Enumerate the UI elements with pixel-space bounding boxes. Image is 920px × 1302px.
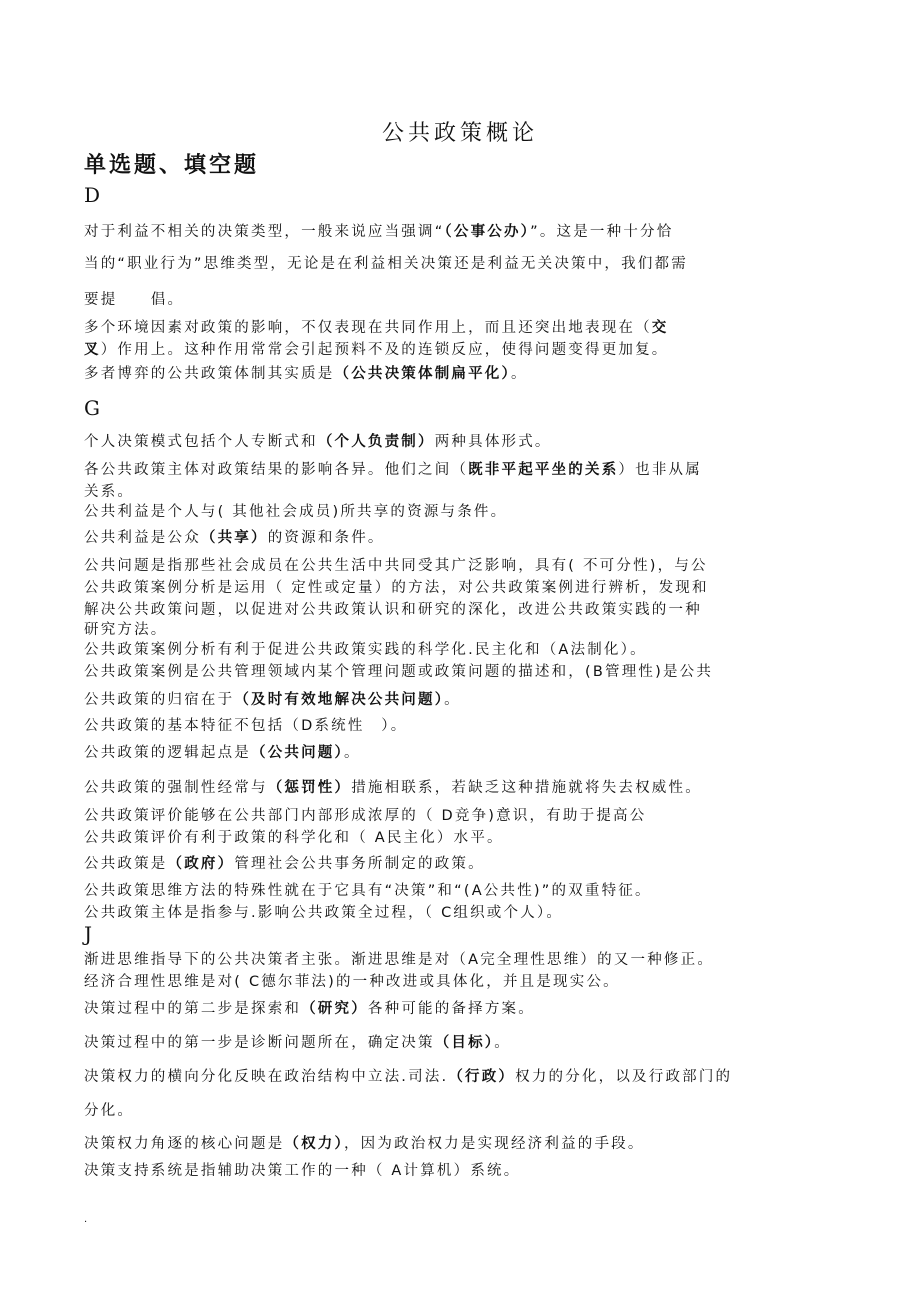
answer-text: （研究）: [301, 1001, 368, 1017]
text-line-g1: [84, 430, 836, 451]
text-line-g2a: [84, 458, 836, 479]
question-text: 解决公共政策问题，以促进对公共政策认识和研究的深化，改进公共政策实践的一种: [84, 602, 702, 618]
answer-text: （及时有效地解决公共问题）: [234, 692, 445, 708]
text-line-g10: [84, 741, 836, 762]
text-line-g2b: [84, 480, 836, 501]
text-line-g13: [84, 826, 836, 847]
text-line-g6: [84, 638, 836, 659]
question-text: 公共政策案例是公共管理领域内某个管理问题或政策问题的描述和，(B管理性)是公共: [84, 664, 714, 680]
question-text: 。: [444, 692, 461, 708]
question-text: 各公共政策主体对政策结果的影响各异。他们之间（: [84, 462, 469, 478]
text-line-g8: [84, 688, 836, 709]
index-letter-g: G: [84, 396, 100, 420]
text-line-g7: [84, 660, 836, 681]
question-text: 关系。: [84, 484, 135, 500]
question-text: 公共政策的强制性经常与: [84, 780, 268, 796]
question-text: 公共政策评价能够在公共部门内部形成浓厚的（ D竞争)意识，有助于提高公: [84, 808, 647, 824]
question-text: 决策过程中的第一步是诊断问题所在，确定决策: [84, 1035, 435, 1051]
question-text: 公共政策的逻辑起点是: [84, 745, 251, 761]
question-text: 公共政策的归宿在于: [84, 692, 235, 708]
question-text: 各种可能的备择方案。: [367, 1001, 535, 1017]
text-line-j6: [84, 1132, 836, 1153]
question-text: 对于利益不相关的决策类型，一般来说应当强调“: [84, 224, 445, 240]
question-text: 公共政策主体是指参与.影响公共政策全过程，（ C组织或个人）。: [84, 905, 564, 921]
text-line-d2b: [84, 338, 836, 359]
question-text: 。: [343, 745, 361, 761]
question-text: 管理社会公共事务所制定的政策。: [234, 856, 485, 872]
answer-text: 叉: [84, 342, 101, 358]
answer-text: （政府）: [167, 856, 235, 872]
question-text: 。: [494, 1035, 511, 1051]
text-line-g5d: [84, 618, 836, 639]
text-line-d1c: [84, 288, 836, 309]
page-title: 公共政策概论: [381, 121, 538, 146]
text-line-g14: [84, 852, 836, 873]
text-line-j2: [84, 970, 836, 991]
question-text: 权力的分化，以及行政部门的: [515, 1069, 733, 1085]
question-text: 分化。: [84, 1103, 135, 1119]
answer-text: （个人负责制）: [317, 434, 435, 450]
answer-text: （公共问题）: [251, 745, 344, 761]
text-line-g5a: [84, 554, 836, 575]
question-text: 。: [510, 366, 528, 382]
index-letter-d: D: [84, 183, 101, 207]
question-text: 决策支持系统是指辅助决策工作的一种（ A计算机）系统。: [84, 1163, 521, 1179]
answer-text: （目标）: [434, 1035, 495, 1051]
answer-text: （行政）: [448, 1069, 516, 1085]
text-line-j7: [84, 1159, 836, 1180]
question-text: 决策权力角逐的核心问题是: [84, 1136, 285, 1152]
question-text: 多个环境因素对政策的影响，不仅表现在共同作用上，而且还突出地表现在（: [84, 320, 652, 336]
footer-mark: .: [84, 1214, 88, 1225]
text-line-g16: [84, 901, 836, 922]
text-line-g3: [84, 500, 836, 521]
question-text: 当的“职业行为”思维类型，无论是在利益相关决策还是利益无关决策中，我们都需: [84, 256, 688, 272]
text-line-j5b: [84, 1099, 836, 1120]
text-line-g5b: [84, 576, 836, 597]
text-line-d2a: [84, 316, 836, 337]
question-text: 公共问题是指那些社会成员在公共生活中共同受其广泛影响，具有( 不可分性)，与公: [84, 558, 708, 574]
question-text: 公共政策案例分析是运用（ 定性或定量）的方法，对公共政策案例进行辨析，发现和: [84, 580, 709, 596]
question-text: 个人决策模式包括个人专断式和: [84, 434, 318, 450]
question-text: 公共政策评价有利于政策的科学化和（ A民主化）水平。: [84, 830, 504, 846]
question-text: 公共政策的基本特征不包括（D系统性 ）。: [84, 718, 408, 734]
answer-text: （惩罚性）: [267, 780, 352, 796]
index-letter-j: J: [84, 922, 93, 946]
question-text: 的资源和条件。: [267, 530, 385, 546]
question-text: 渐进思维指导下的公共决策者主张。渐进思维是对（A完全理性思维）的又一种修正。: [84, 952, 715, 968]
text-line-j5a: [84, 1065, 836, 1086]
text-line-d1a: [84, 220, 836, 241]
question-text: 公共政策是: [84, 856, 168, 872]
question-text: 经济合理性思维是对( C德尔菲法)的一种改进或具体化，并且是现实公。: [84, 974, 620, 990]
section-heading: 单选题、填空题: [84, 153, 260, 178]
answer-text: （公共决策体制扁平化）: [334, 366, 511, 382]
question-text: ）作用上。这种作用常常会引起预料不及的连锁反应，使得问题变得更加复。: [100, 342, 669, 358]
text-line-j1: [84, 948, 836, 969]
question-text: ”。这是一种十分恰: [530, 224, 674, 240]
question-text: 公共政策案例分析有利于促进公共政策实践的科学化.民主化和（A法制化）。: [84, 642, 647, 658]
question-text: 研究方法。: [84, 622, 168, 638]
question-text: 决策权力的横向分化反映在政治结构中立法.司法.: [84, 1069, 449, 1085]
question-text: 两种具体形式。: [434, 434, 552, 450]
question-text: ）也非从属: [618, 462, 702, 478]
answer-text: （权力）: [284, 1136, 344, 1152]
answer-text: （公事公办）: [444, 224, 531, 240]
question-text: 决策过程中的第二步是探索和: [84, 1001, 302, 1017]
question-text: 公共政策思维方法的特殊性就在于它具有“决策”和“(A公共性)”的双重特征。: [84, 883, 652, 899]
text-line-j4: [84, 1031, 836, 1052]
text-line-d1b: [84, 252, 836, 273]
text-line-g4: [84, 526, 836, 547]
text-line-g15: [84, 879, 836, 900]
text-line-g9: [84, 714, 836, 735]
question-text: 公共利益是个人与( 其他社会成员)所共享的资源与条件。: [84, 504, 508, 520]
text-line-g11: [84, 776, 836, 797]
question-text: 公共利益是公众: [84, 530, 201, 546]
question-text: ，因为政治权力是实现经济利益的手段。: [343, 1136, 645, 1152]
text-line-j3: [84, 997, 836, 1018]
answer-text: 既非平起平坐的关系: [468, 462, 619, 478]
answer-text: 交: [651, 320, 669, 336]
question-text: 要提 倡。: [84, 292, 185, 308]
text-line-g5c: [84, 598, 836, 619]
question-text: 多者博弈的公共政策体制其实质是: [84, 366, 335, 382]
text-line-d3: [84, 362, 836, 383]
question-text: 措施相联系，若缺乏这种措施就将失去权威性。: [351, 780, 702, 796]
text-line-g12: [84, 804, 836, 825]
answer-text: （共享）: [200, 530, 268, 546]
